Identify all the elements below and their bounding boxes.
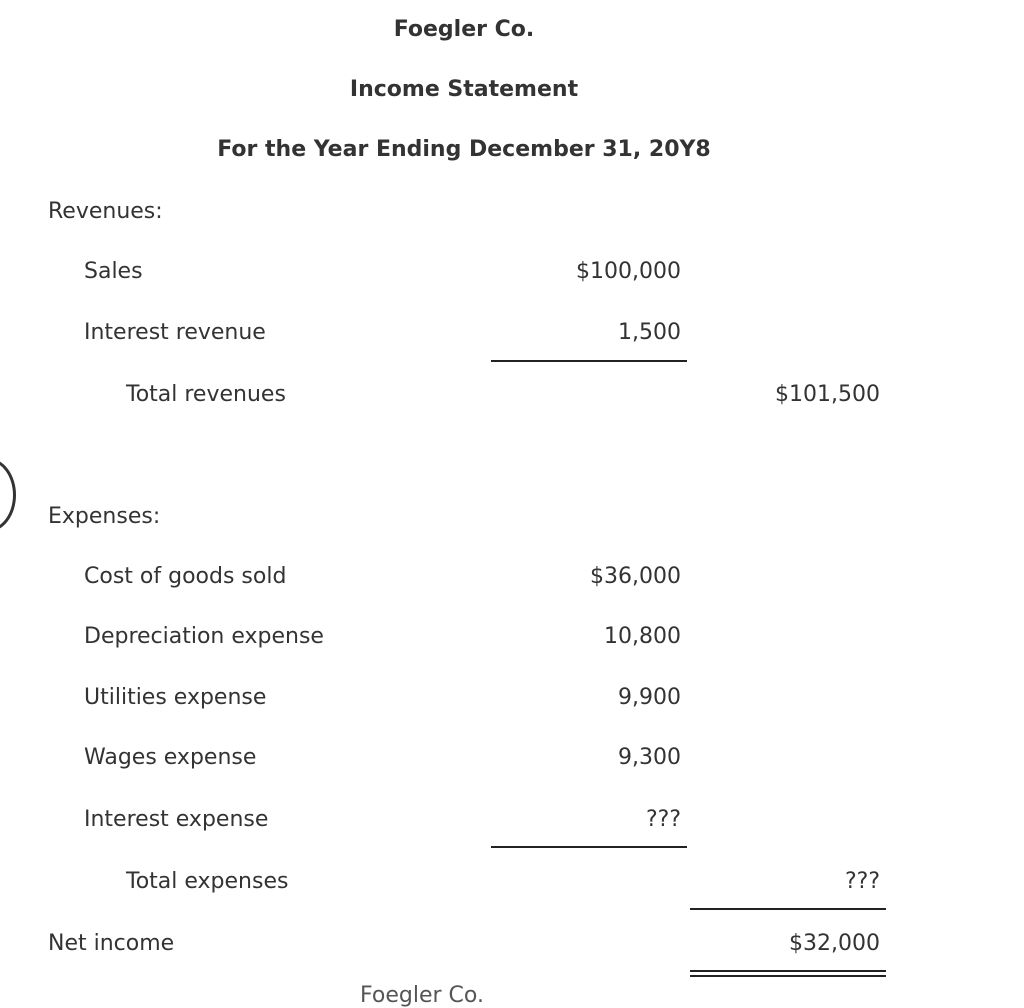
total-revenues-amount: $101,500 [775, 382, 880, 407]
expenses-subtotal-rule [491, 846, 687, 848]
expense-label: Interest expense [84, 807, 269, 832]
expense-row-interest [0, 807, 1024, 847]
total-revenues-row [0, 382, 1024, 422]
statement-period: For the Year Ending December 31, 20Y8 [217, 137, 711, 162]
revenues-heading: Revenues: [48, 199, 163, 224]
expense-row-wages [0, 745, 1024, 785]
expense-row-utilities [0, 685, 1024, 725]
cutoff-next-heading: Foegler Co. [360, 983, 484, 1008]
expense-amount: $36,000 [590, 564, 681, 589]
revenue-amount: $100,000 [576, 259, 681, 284]
revenue-label: Interest revenue [84, 320, 266, 345]
revenues-heading-row [0, 199, 1024, 239]
total-expenses-label: Total expenses [126, 869, 289, 894]
expense-label: Wages expense [84, 745, 257, 770]
statement-title: Income Statement [349, 77, 579, 102]
net-income-label: Net income [48, 931, 175, 956]
company-name: Foegler Co. [393, 17, 535, 42]
expense-row-depreciation [0, 624, 1024, 664]
revenue-label: Sales [84, 259, 143, 284]
revenue-row-interest [0, 320, 1024, 360]
expense-label: Utilities expense [84, 685, 267, 710]
expense-label: Depreciation expense [84, 624, 324, 649]
expense-label: Cost of goods sold [84, 564, 287, 589]
expenses-heading: Expenses: [48, 504, 161, 529]
revenue-amount: 1,500 [618, 320, 681, 345]
expense-amount: 10,800 [604, 624, 681, 649]
net-income-double-rule [690, 970, 886, 977]
total-revenues-label: Total revenues [126, 382, 286, 407]
net-income-amount: $32,000 [789, 931, 880, 956]
total-expenses-amount: ??? [844, 869, 880, 894]
expense-amount: ??? [645, 807, 681, 832]
expense-amount: 9,300 [618, 745, 681, 770]
total-expenses-row [0, 869, 1024, 909]
expense-row-cogs [0, 564, 1024, 604]
expense-amount: 9,900 [618, 685, 681, 710]
revenue-row-sales [0, 259, 1024, 299]
revenues-subtotal-rule [491, 360, 687, 362]
total-expenses-rule [690, 908, 886, 910]
expenses-heading-row [0, 504, 1024, 544]
net-income-row [0, 931, 1024, 971]
